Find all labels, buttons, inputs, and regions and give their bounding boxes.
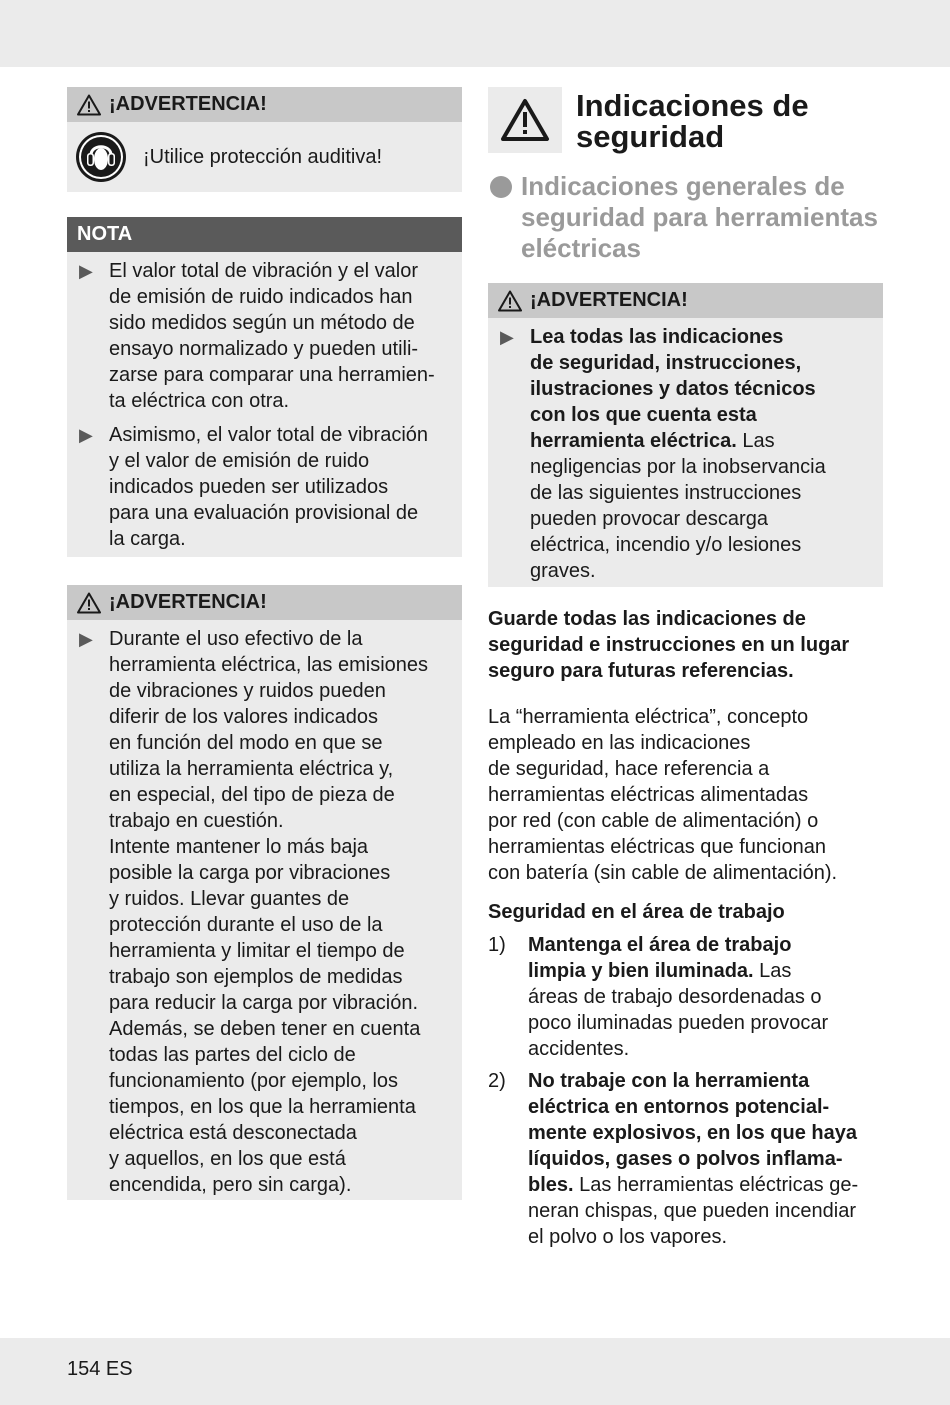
note-header [67, 217, 462, 252]
hearing-protection-text: ¡Utilice protección auditiva! [143, 145, 382, 168]
item-number: 2) [488, 1070, 506, 1092]
list-item [488, 1068, 883, 1250]
text-line: líquidos, gases o polvos inflama- [528, 1148, 843, 1170]
subsection-title [488, 171, 883, 264]
subtitle-line: seguridad para herramientas [521, 202, 878, 232]
text-line: herramienta eléctrica, las emisiones [109, 654, 429, 676]
vibration-warning-text [109, 626, 462, 1198]
general-warning-text [530, 324, 883, 584]
warning-triangle-icon [77, 592, 101, 614]
text-line: graves. [530, 560, 596, 582]
bullet-dot-icon [490, 176, 512, 198]
regular-text: Las [736, 430, 775, 452]
subtitle-line: eléctricas [521, 233, 641, 263]
text-line: por red (con cable de alimentación) o [488, 810, 819, 832]
text-line: accidentes. [528, 1038, 630, 1060]
text-line: de seguridad, hace referencia a [488, 758, 770, 780]
text-line: de seguridad, instrucciones, [530, 352, 802, 374]
text-line: Intente mantener lo más baja [109, 836, 369, 858]
text-line: para una evaluación provisional de [109, 502, 419, 524]
text-line: en función del modo en que se [109, 732, 383, 754]
text-line: Mantenga el área de trabajo [528, 934, 792, 956]
text-line: en especial, del tipo de pieza de [109, 784, 395, 806]
text-line: encendida, pero sin carga). [109, 1174, 352, 1196]
text-line: funcionamiento (por ejemplo, los [109, 1070, 399, 1092]
bold-text: herramienta eléctrica. [530, 430, 737, 452]
bold-text: bles. [528, 1174, 574, 1196]
text-line: Guarde todas las indicaciones de [488, 608, 806, 630]
text-line [528, 1172, 883, 1198]
text-line: ta eléctrica con otra. [109, 390, 290, 412]
text-line: para reducir la carga por vibración. [109, 992, 419, 1014]
text-line: herramientas eléctricas alimentadas [488, 784, 809, 806]
section-heading: Seguridad en el área de trabajo [488, 901, 785, 923]
page-number: 154 ES [67, 1358, 133, 1380]
list-item [488, 932, 883, 1062]
warning-heading: ¡ADVERTENCIA! [109, 591, 267, 613]
text-line: posible la carga por vibraciones [109, 862, 391, 884]
text-line: neran chispas, que pueden incendiar [528, 1200, 857, 1222]
numbered-list [488, 932, 883, 1256]
right-column [488, 87, 883, 1248]
note-box [67, 217, 462, 557]
section-title-block [488, 87, 883, 153]
text-line: eléctrica, incendio y/o lesiones [530, 534, 802, 556]
text-line [528, 958, 883, 984]
text-line: El valor total de vibración y el valor [109, 260, 419, 282]
vibration-warning-box [67, 585, 462, 1200]
note-list [67, 252, 462, 558]
text-line: La “herramienta eléctrica”, concepto [488, 706, 809, 728]
text-line [530, 428, 875, 454]
bold-text: limpia y bien iluminada. [528, 960, 754, 982]
warning-header [488, 283, 883, 318]
page-top-band [0, 0, 950, 67]
text-line: y el valor de emisión de ruido [109, 450, 370, 472]
general-warning-list [488, 318, 883, 590]
warning-triangle-icon [77, 94, 101, 116]
hearing-protection-icon [75, 131, 127, 183]
keep-instructions-paragraph [488, 606, 883, 684]
text-line: seguridad e instrucciones en un lugar [488, 634, 850, 656]
text-line: seguro para futuras referencias. [488, 660, 794, 682]
text-line: ensayo normalizado y pueden utili- [109, 338, 419, 360]
text-line: herramienta y limitar el tiempo de [109, 940, 405, 962]
title-line: Indicaciones de [576, 88, 809, 123]
warning-triangle-icon [498, 290, 522, 312]
arrow-bullet-icon: ▶ [79, 261, 93, 281]
text-line: zarse para comparar una herramien- [109, 364, 435, 386]
text-line: y aquellos, en los que está [109, 1148, 346, 1170]
text-line: Durante el uso efectivo de la [109, 628, 363, 650]
text-line: trabajo son ejemplos de medidas [109, 966, 403, 988]
text-line: No trabaje con la herramienta [528, 1070, 810, 1092]
warning-header [67, 585, 462, 620]
note-item-text [109, 258, 462, 414]
item-text [528, 1068, 883, 1250]
text-line: mente explosivos, en los que haya [528, 1122, 858, 1144]
text-line: indicados pueden ser utilizados [109, 476, 389, 498]
warning-heading: ¡ADVERTENCIA! [530, 289, 688, 311]
note-heading: NOTA [77, 223, 133, 245]
text-line: eléctrica en entornos potencial- [528, 1096, 830, 1118]
title-icon-box [488, 87, 562, 153]
general-warning-box [488, 283, 883, 587]
warning-header [67, 87, 462, 122]
list-item [67, 422, 462, 552]
arrow-bullet-icon: ▶ [79, 629, 93, 649]
text-line: diferir de los valores indicados [109, 706, 379, 728]
text-line: de vibraciones y ruidos pueden [109, 680, 386, 702]
text-line: herramientas eléctricas que funcionan [488, 836, 826, 858]
regular-text: Las herramientas eléctricas ge- [573, 1174, 859, 1196]
text-line: tiempos, en los que la herramienta [109, 1096, 416, 1118]
item-number: 1) [488, 934, 506, 956]
text-line: Asimismo, el valor total de vibración [109, 424, 429, 446]
text-line: utiliza la herramienta eléctrica y, [109, 758, 394, 780]
page-title [576, 90, 809, 152]
text-line: con los que cuenta esta [530, 404, 757, 426]
text-line: la carga. [109, 528, 186, 550]
warning-heading: ¡ADVERTENCIA! [109, 93, 267, 115]
text-line: empleado en las indicaciones [488, 732, 751, 754]
list-item [67, 626, 462, 1198]
item-text [528, 932, 883, 1062]
text-line: Lea todas las indicaciones [530, 326, 784, 348]
definition-paragraph [488, 704, 883, 886]
text-line: de las siguientes instrucciones [530, 482, 802, 504]
warning-triangle-icon [500, 98, 550, 142]
text-line: todas las partes del ciclo de [109, 1044, 356, 1066]
list-item [67, 258, 462, 414]
arrow-bullet-icon: ▶ [500, 327, 514, 347]
text-line: el polvo o los vapores. [528, 1226, 728, 1248]
hearing-warning-box [67, 87, 462, 192]
text-line: áreas de trabajo desordenadas o [528, 986, 822, 1008]
vibration-warning-list [67, 620, 462, 1204]
subtitle-line: Indicaciones generales de [521, 171, 845, 201]
text-line: y ruidos. Llevar guantes de [109, 888, 350, 910]
text-line: trabajo en cuestión. [109, 810, 284, 832]
text-line: Además, se deben tener en cuenta [109, 1018, 421, 1040]
text-line: poco iluminadas pueden provocar [528, 1012, 829, 1034]
title-line: seguridad [576, 119, 725, 154]
text-line: sido medidos según un método de [109, 312, 415, 334]
list-item [488, 324, 883, 584]
text-line: negligencias por la inobservancia [530, 456, 826, 478]
page-footer-band [0, 1338, 950, 1405]
text-line: con batería (sin cable de alimentación). [488, 862, 838, 884]
regular-text: Las [753, 960, 792, 982]
text-line: ilustraciones y datos técnicos [530, 378, 816, 400]
note-item-text [109, 422, 462, 552]
text-line: eléctrica está desconectada [109, 1122, 357, 1144]
arrow-bullet-icon: ▶ [79, 425, 93, 445]
text-line: de emisión de ruido indicados han [109, 286, 413, 308]
subsection-title-text [521, 171, 878, 264]
text-line: protección durante el uso de la [109, 914, 383, 936]
text-line: pueden provocar descarga [530, 508, 768, 530]
hearing-protection-row [67, 122, 462, 192]
